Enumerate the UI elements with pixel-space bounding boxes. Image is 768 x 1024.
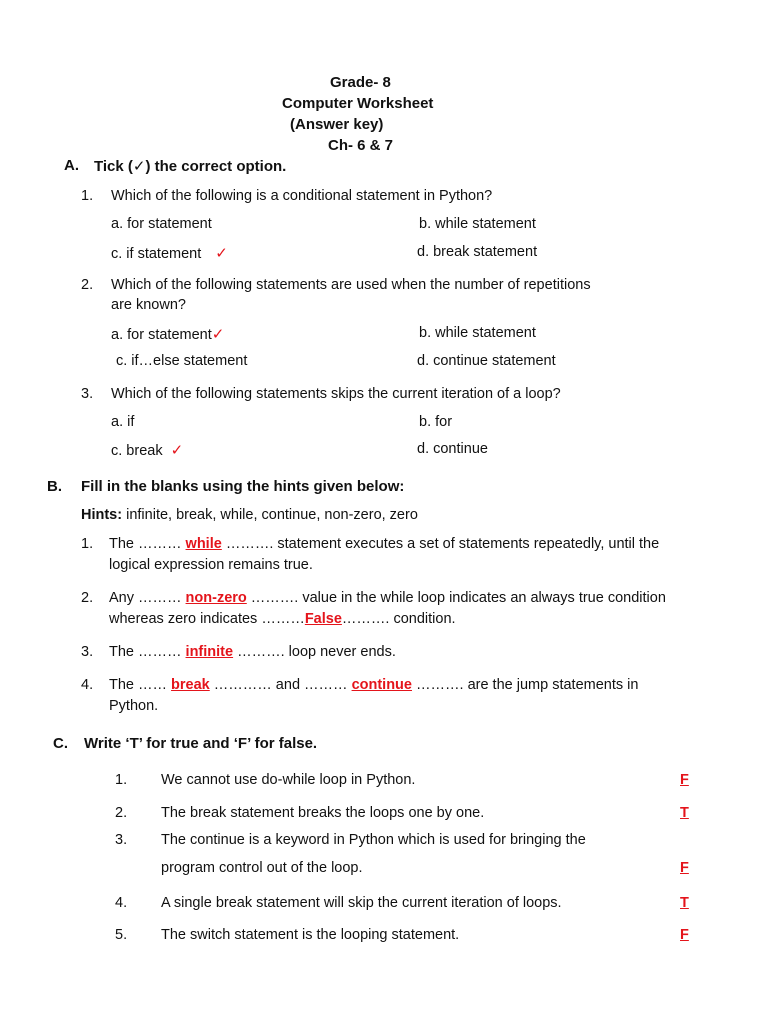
qb2-line2-answer: False — [304, 611, 342, 627]
qb1-line2: logical expression remains true. — [109, 557, 313, 573]
qb3-line1 — [109, 644, 396, 660]
qa2-number: 2. — [81, 277, 94, 293]
qb4-dots-d: ………. — [411, 677, 464, 693]
qc3-text2: program control out of the loop. — [161, 860, 363, 876]
qb1-line1 — [109, 536, 659, 552]
qb2-post: value in the while loop indicates an always true condition — [298, 590, 666, 606]
section-c-title: Write ‘T’ for true and ‘F’ for false. — [84, 735, 318, 752]
qb4-dots-b: ………… — [209, 677, 272, 693]
qc1-number: 1. — [115, 772, 128, 788]
section-b-title: Fill in the blanks using the hints given below: — [81, 478, 405, 495]
qc1-text: We cannot use do-while loop in Python. — [161, 772, 416, 788]
qa2-option-c: c. if…else statement — [116, 353, 248, 369]
qb1-answer: while — [185, 536, 222, 552]
header-subtitle: (Answer key) — [290, 116, 384, 133]
qb4-line2: Python. — [109, 698, 159, 714]
qa2-option-a — [111, 325, 224, 343]
qa2-option-d: d. continue statement — [417, 353, 556, 369]
qc3-text: The continue is a keyword in Python which is used for bringing the — [161, 832, 586, 848]
qc5-number: 5. — [115, 927, 128, 943]
qb2-line2-dots-b: ………. — [341, 611, 390, 627]
qc5-answer: F — [680, 927, 689, 943]
section-b-letter: B. — [47, 478, 62, 495]
qa3-number: 3. — [81, 386, 94, 402]
checkmark-icon: ✓ — [215, 245, 228, 262]
qb4-mid: and — [271, 677, 305, 693]
qb4-number: 4. — [81, 677, 94, 693]
qb4-answer2: continue — [351, 677, 412, 693]
qa1-text: Which of the following is a conditional statement in Python? — [111, 188, 493, 204]
header-title: Computer Worksheet — [282, 95, 434, 112]
qb2-answer: non-zero — [185, 590, 247, 606]
qb2-line2-post: condition. — [389, 611, 456, 627]
qb2-pre: Any — [109, 590, 139, 606]
qb1-dots-a: ……… — [138, 536, 186, 552]
qb4-dots-c: ……… — [304, 677, 352, 693]
hints-line — [81, 507, 418, 523]
qc2-text: The break statement breaks the loops one by one. — [161, 805, 485, 821]
qa1-option-b: b. while statement — [419, 216, 536, 232]
qc2-number: 2. — [115, 805, 128, 821]
qb2-line2-pre: whereas zero indicates — [109, 611, 262, 627]
qc3-answer: F — [680, 860, 689, 876]
qb2-dots-b: ………. — [246, 590, 299, 606]
qb1-pre: The — [109, 536, 139, 552]
qc5-text: The switch statement is the looping statement. — [161, 927, 460, 943]
qa2-option-b: b. while statement — [419, 325, 536, 341]
qc4-answer: T — [680, 895, 689, 911]
qa2-option-a-label: a. for statement — [111, 327, 212, 343]
header-grade: Grade- 8 — [330, 74, 391, 91]
qa1-option-a: a. for statement — [111, 216, 212, 232]
qc4-number: 4. — [115, 895, 128, 911]
qb3-number: 3. — [81, 644, 94, 660]
qb4-answer: break — [171, 677, 210, 693]
qb4-post: are the jump statements in — [463, 677, 639, 693]
checkmark-icon: ✓ — [211, 326, 225, 343]
qb3-post: loop never ends. — [284, 644, 396, 660]
qc4-text: A single break statement will skip the current iteration of loops. — [161, 895, 562, 911]
hints-label: Hints: — [81, 507, 123, 523]
qa3-option-c-label: c. break — [111, 443, 163, 459]
qa1-number: 1. — [81, 188, 94, 204]
qc2-answer: T — [680, 805, 689, 821]
qb4-line1 — [109, 677, 638, 693]
qb2-dots-a: ……… — [138, 590, 186, 606]
qb3-pre: The — [109, 644, 139, 660]
qb2-number: 2. — [81, 590, 94, 606]
qb2-line1 — [109, 590, 666, 606]
section-a-title: Tick (✓) the correct option. — [94, 158, 287, 175]
qa1-option-d: d. break statement — [417, 244, 538, 260]
qa2-text-line1: Which of the following statements are used when the number of repetitions — [111, 277, 591, 293]
qb1-dots-b: ………. — [221, 536, 274, 552]
qa1-option-c — [111, 244, 228, 262]
qb4-pre: The — [109, 677, 139, 693]
section-c-letter: C. — [53, 735, 68, 752]
qb4-dots-a: …… — [138, 677, 172, 693]
qb1-number: 1. — [81, 536, 94, 552]
qa3-option-c — [111, 441, 183, 459]
hints-text: infinite, break, while, continue, non-zero, zero — [122, 507, 418, 523]
header-chapters: Ch- 6 & 7 — [328, 137, 394, 154]
qc3-number: 3. — [115, 832, 128, 848]
qa3-option-d: d. continue — [417, 441, 488, 457]
qb3-dots-a: ……… — [138, 644, 186, 660]
qa2-text-line2: are known? — [111, 297, 186, 313]
qa3-option-b: b. for — [419, 414, 453, 430]
checkmark-icon: ✓ — [170, 442, 184, 459]
qb2-line2-dots-a: ……… — [261, 611, 305, 627]
section-a-letter: A. — [64, 157, 79, 174]
qb2-line2 — [109, 611, 456, 627]
qc1-answer: F — [680, 772, 689, 788]
qb3-dots-b: ………. — [233, 644, 285, 660]
qa1-option-c-label: c. if statement — [111, 246, 202, 262]
qb1-post: statement executes a set of statements repeatedly, until the — [273, 536, 660, 552]
qa3-option-a: a. if — [111, 414, 135, 430]
qa3-text: Which of the following statements skips the current iteration of a loop? — [111, 386, 561, 402]
qb3-answer: infinite — [185, 644, 234, 660]
